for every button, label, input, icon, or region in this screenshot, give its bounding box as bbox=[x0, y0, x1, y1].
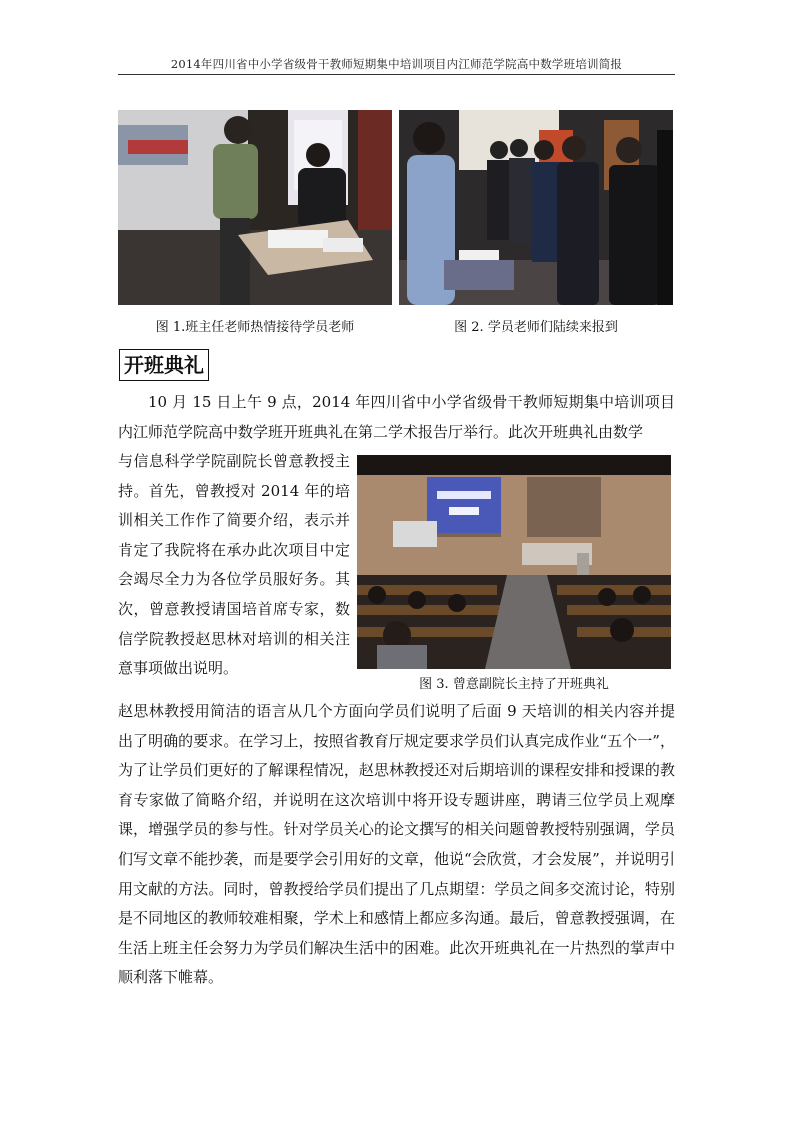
figure-1-caption: 图 1.班主任老师热情接待学员老师 bbox=[155, 320, 355, 335]
photo-arriving-participants bbox=[399, 110, 673, 305]
photo-registration-desk bbox=[118, 110, 392, 305]
body-paragraph: 赵思林教授用简洁的语言从几个方面向学员们说明了后面 9 天培训的相关内容并提出了明确的要求。在学习上，按照省教育厅规定要求学员们认真完成作业“五个一”，为了让学员们更好的了解课程情况，赵思林教授还对后期培训的课程安排和授课的教育专家做了简略介绍，并说明在这次培训中将开设专题讲座，聘请三位学员上观摩课，增强学员的参与性。针对学员关心的论文撰写的相关问题曾教授特别强调，学员们写文章不能抄袭，而是要学会引用好的文章，他说“会欣赏，才会发展”，并说明引用文献的方法。同时，曾教授给学员们提出了几点期望：学员之间多交流讨论，特别是不同地区的教师较难相聚，学术上和感情上都应多沟通。最后，曾意教授强调，在生活上班主任会努力为学员们解决生活中的困难。此次开班典礼在一片热烈的掌声中顺利落下帷幕。 bbox=[118, 702, 675, 987]
intro-paragraph: 10 月 15 日上午 9 点，2014 年四川省中小学省级骨干教师短期集中培训项目内江师范学院高中数学班开班典礼在第二学术报告厅举行。此次开班典礼由数学 bbox=[118, 393, 675, 441]
figure-3-caption: 图 3. 曾意副院长主持了开班典礼 bbox=[419, 677, 609, 692]
page-header: 2014年四川省中小学省级骨干教师短期集中培训项目内江师范学院高中数学班培训简报 bbox=[170, 57, 623, 71]
photo-opening-ceremony bbox=[357, 455, 671, 669]
header-rule bbox=[118, 74, 675, 75]
figure-2-caption: 图 2. 学员老师们陆续来报到 bbox=[454, 320, 618, 335]
section-heading: 开班典礼 bbox=[119, 349, 209, 381]
wrapped-paragraph: 与信息科学学院副院长曾意教授主持。首先，曾教授对 2014 年的培训相关工作作了简要介绍，表示并肯定了我院将在承办此次项目中定会竭尽全力为各位学员服好务。其次，曾意教授请国培首席专家，数信学院教授赵思林对培训的相关注意事项做出说明。 bbox=[118, 452, 350, 678]
